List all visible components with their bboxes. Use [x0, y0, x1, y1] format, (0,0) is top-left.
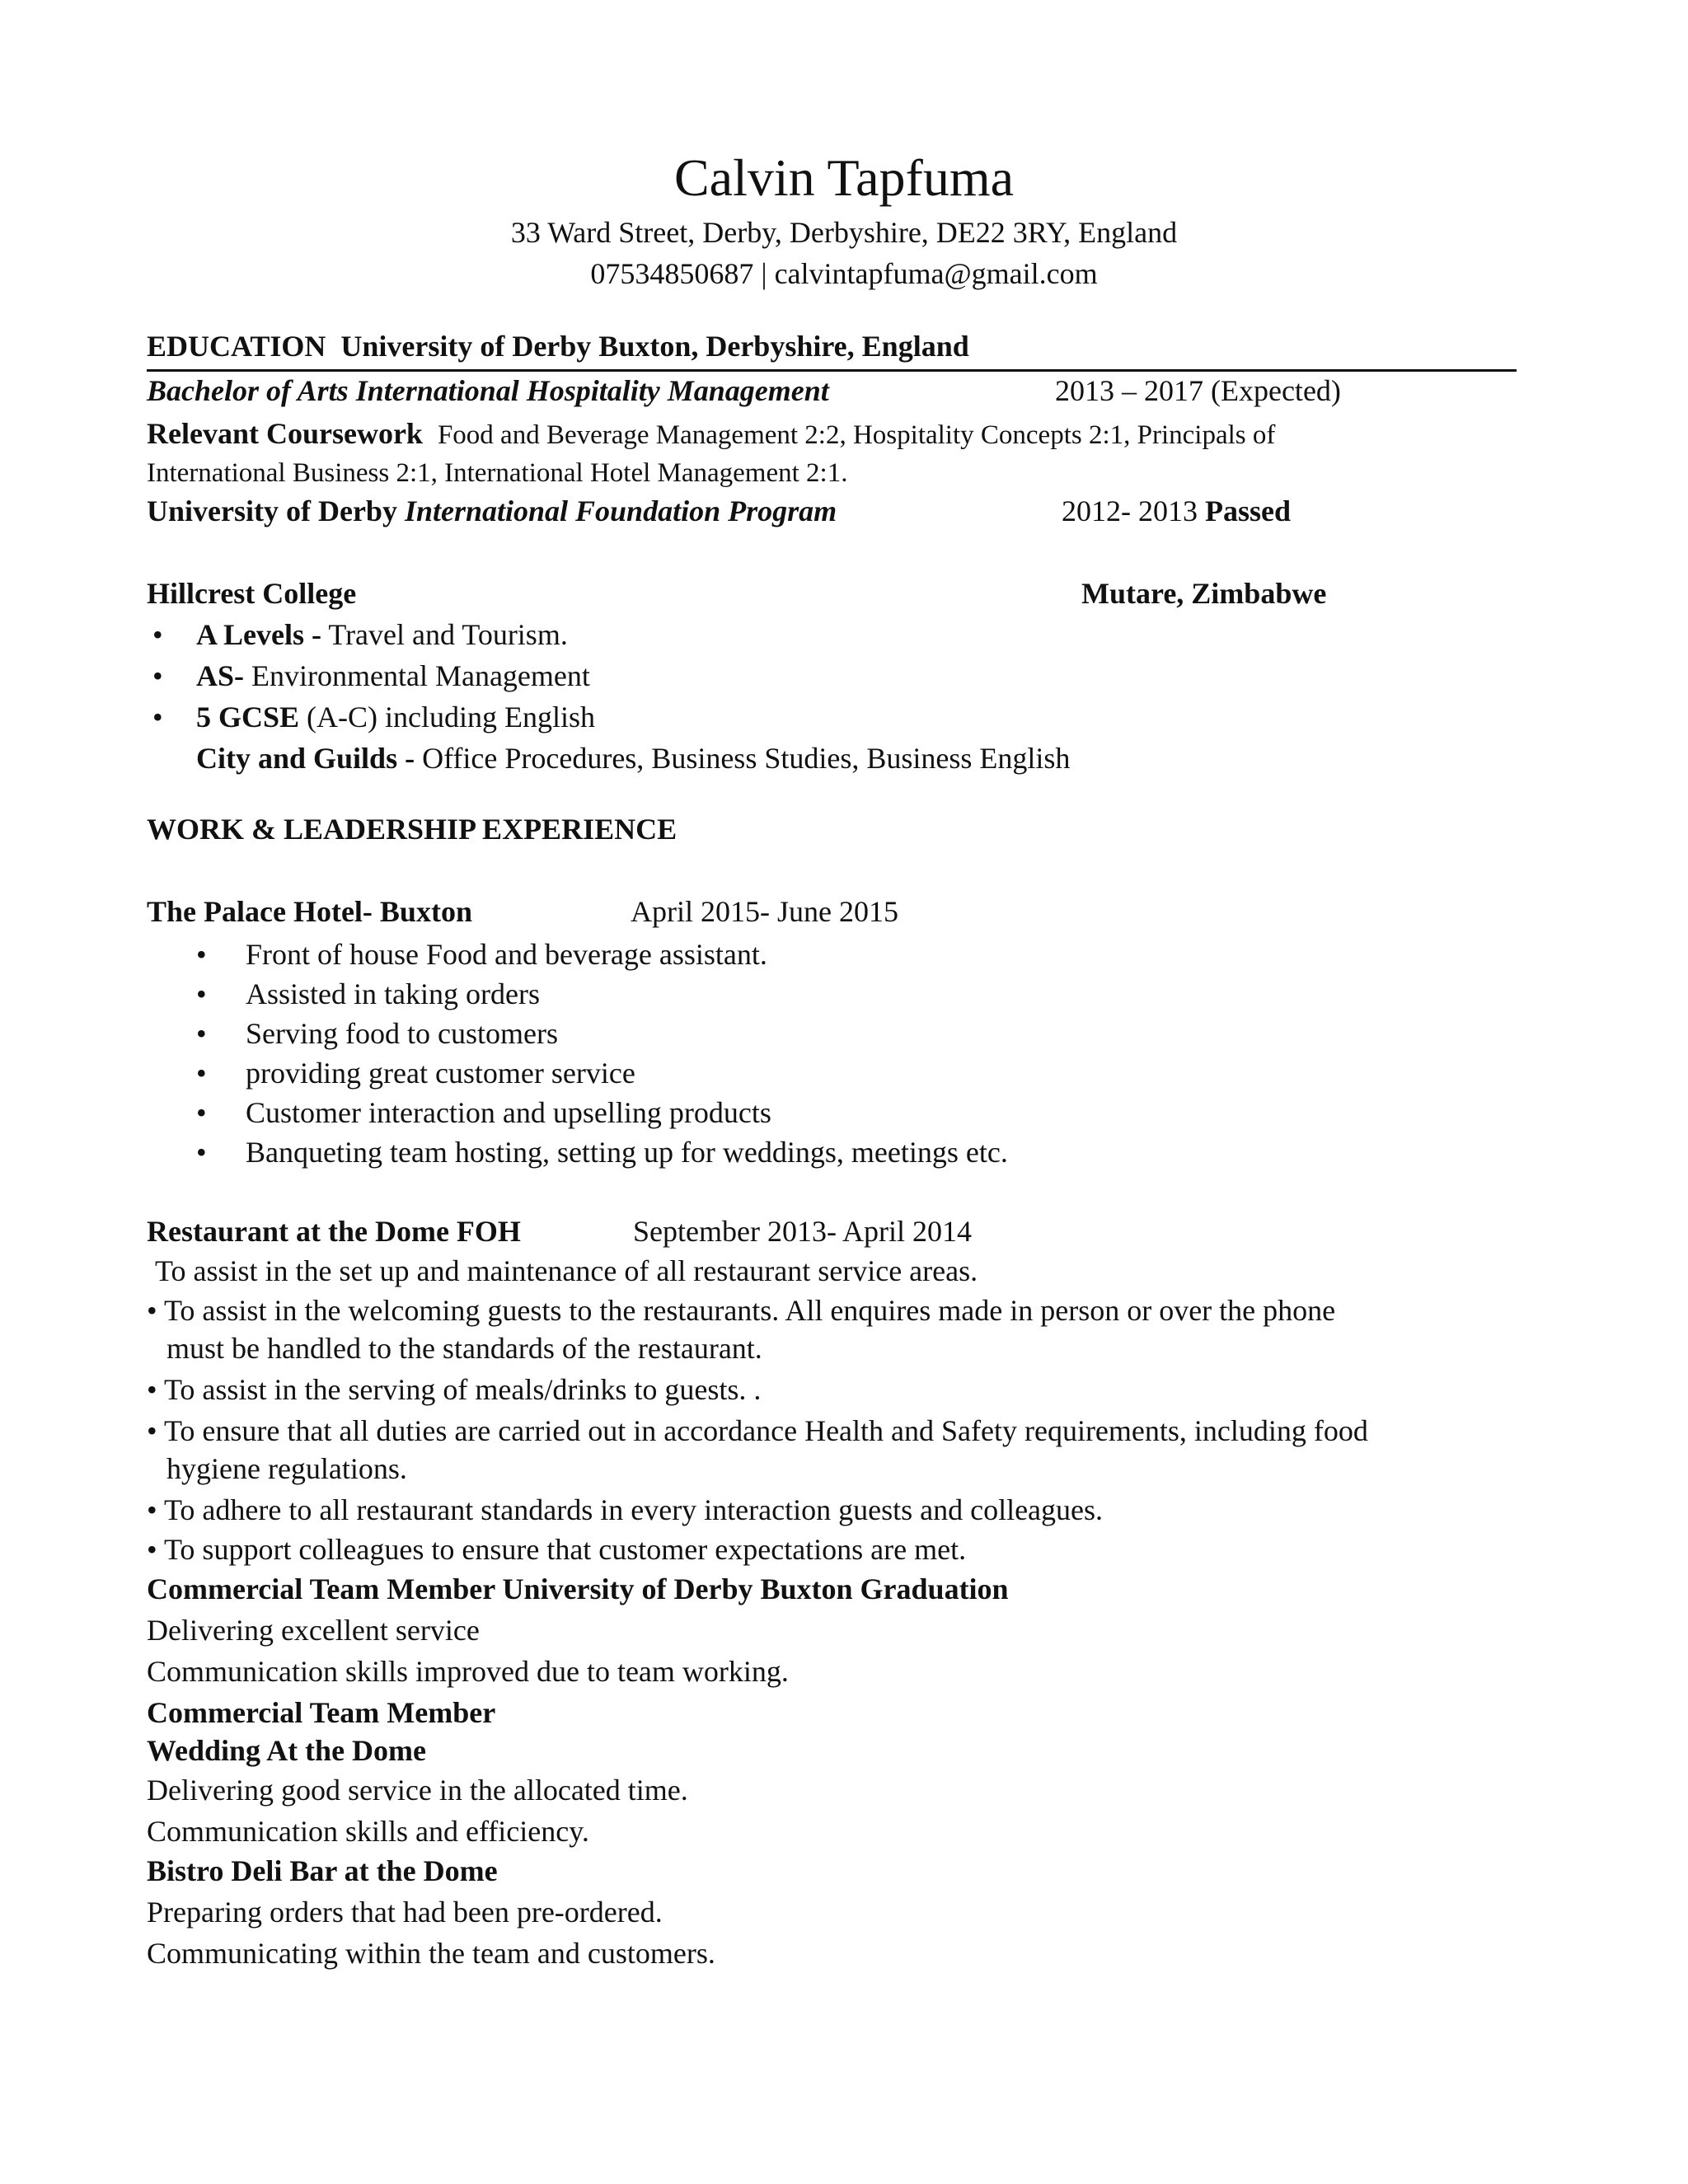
education-school: University of Derby Buxton, Derbyshire, England: [340, 330, 969, 363]
job-subtitle: Wedding At the Dome: [147, 1734, 427, 1767]
job-title: Restaurant at the Dome FOH: [147, 1215, 521, 1248]
list-item: Banqueting team hosting, setting up for weddings, meetings etc.: [246, 1136, 1008, 1169]
list-item: • To assist in the welcoming guests to the restaurants. All enquires made in person or over the phone: [147, 1294, 1336, 1327]
education-heading-line: [147, 328, 969, 364]
contact-line: 07534850687 | calvintapfuma@gmail.com: [590, 257, 1098, 290]
job-title: Commercial Team Member: [147, 1696, 496, 1729]
bullet-icon: •: [196, 1096, 207, 1129]
bullet-icon: •: [152, 701, 163, 733]
degree-dates: 2013 – 2017 (Expected): [1055, 374, 1341, 407]
foundation-program: International Foundation Program: [404, 494, 837, 527]
list-item: AS- Environmental Management: [196, 659, 590, 692]
bullet-icon: •: [152, 659, 163, 692]
bullet-icon: •: [196, 938, 207, 971]
list-item: • To support colleagues to ensure that customer expectations are met.: [147, 1533, 967, 1566]
bullet-icon: •: [196, 1017, 207, 1050]
foundation-school: University of Derby: [147, 494, 397, 527]
foundation-dates: 2012- 2013: [1062, 494, 1198, 527]
list-item: A Levels - Travel and Tourism.: [196, 618, 568, 651]
foundation-dates-line: [1062, 493, 1291, 529]
college-location: Mutare, Zimbabwe: [1081, 577, 1327, 610]
job-line: Delivering excellent service: [147, 1614, 480, 1647]
list-item-cont: hygiene regulations.: [166, 1452, 407, 1485]
education-heading: EDUCATION: [147, 330, 326, 363]
list-item: providing great customer service: [246, 1057, 635, 1090]
job-dates: April 2015- June 2015: [631, 895, 898, 928]
degree: Bachelor of Arts International Hospitality Management: [147, 374, 829, 407]
bullet-icon: •: [196, 977, 207, 1010]
bullet-icon: •: [196, 1057, 207, 1090]
job-line: Communicating within the team and customers.: [147, 1937, 715, 1970]
job-dates: September 2013- April 2014: [633, 1215, 972, 1248]
list-item: • To ensure that all duties are carried out in accordance Health and Safety requirements, including food: [147, 1414, 1368, 1447]
section-divider: [147, 369, 1517, 372]
list-item: • To adhere to all restaurant standards in every interaction guests and colleagues.: [147, 1493, 1104, 1526]
coursework-text: Food and Beverage Management 2:2, Hospitality Concepts 2:1, Principals of: [437, 420, 1276, 450]
list-item: Assisted in taking orders: [246, 977, 540, 1010]
foundation-line: [147, 493, 837, 529]
bullet-icon: •: [152, 618, 163, 651]
job-line: Delivering good service in the allocated time.: [147, 1774, 688, 1807]
address: 33 Ward Street, Derby, Derbyshire, DE22 3RY, England: [510, 216, 1178, 249]
job-title: Bistro Deli Bar at the Dome: [147, 1854, 498, 1887]
list-item: Customer interaction and upselling products: [246, 1096, 771, 1129]
bullet-icon: •: [196, 1136, 207, 1169]
guilds-line: City and Guilds - Office Procedures, Business Studies, Business English: [196, 742, 1071, 775]
job-line: Communication skills improved due to team working.: [147, 1655, 789, 1688]
coursework-text-cont: International Business 2:1, International Hotel Management 2:1.: [147, 458, 848, 488]
candidate-name: Calvin Tapfuma: [673, 148, 1015, 207]
job-intro: To assist in the set up and maintenance of all restaurant service areas.: [155, 1254, 978, 1287]
list-item: 5 GCSE (A-C) including English: [196, 701, 596, 733]
foundation-result: Passed: [1205, 494, 1292, 527]
job-title: Commercial Team Member University of Derby Buxton Graduation: [147, 1572, 1009, 1605]
job-line: Communication skills and efficiency.: [147, 1815, 589, 1848]
coursework-line: [147, 415, 1275, 453]
list-item-cont: must be handled to the standards of the restaurant.: [166, 1332, 762, 1365]
list-item: Front of house Food and beverage assistant.: [246, 938, 767, 971]
list-item: • To assist in the serving of meals/drinks to guests. .: [147, 1373, 762, 1406]
coursework-label: Relevant Coursework: [147, 417, 423, 450]
job-line: Preparing orders that had been pre-ordered.: [147, 1896, 663, 1929]
job-title: The Palace Hotel- Buxton: [147, 895, 472, 928]
list-item: Serving food to customers: [246, 1017, 558, 1050]
work-heading: WORK & LEADERSHIP EXPERIENCE: [147, 813, 678, 846]
college-name: Hillcrest College: [147, 577, 357, 610]
